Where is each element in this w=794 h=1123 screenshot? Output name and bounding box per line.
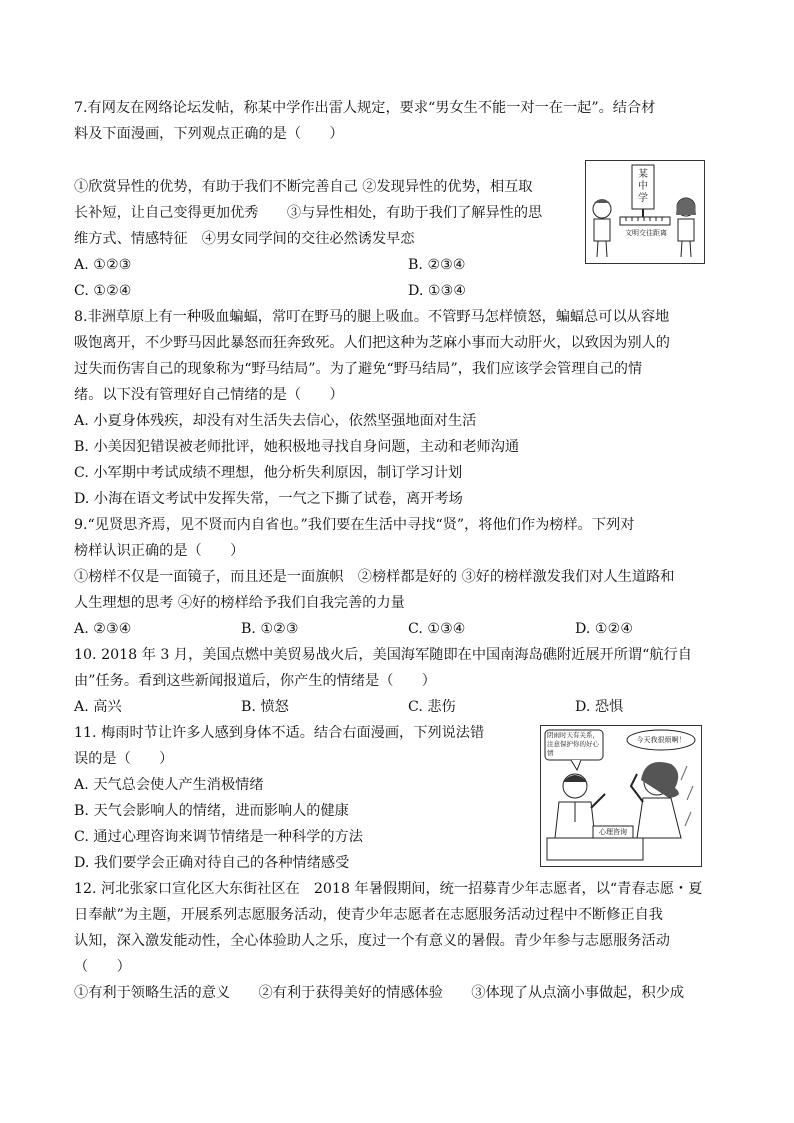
q9-statement-line-2: 人生理想的思考 ④好的榜样给予我们自我完善的力量 bbox=[74, 595, 405, 611]
q11-cartoon-desk-sign: 心理咨询 bbox=[599, 828, 627, 836]
q7-option-b: B. ②③④ bbox=[408, 257, 466, 273]
q7-stem-line-1: 7.有网友在网络论坛发帖，称某中学作出雷人规定，要求“男女生不能一对一在一起”。结合材 bbox=[74, 100, 656, 116]
q11-option-a: A. 天气总会使人产生消极情绪 bbox=[74, 777, 264, 793]
q11-stem-line-2: 误的是（ ） bbox=[74, 751, 174, 767]
q7-option-a: A. ①②③ bbox=[74, 257, 132, 273]
q7-option-d: D. ①③④ bbox=[408, 283, 467, 299]
q10-stem-line-2: 由”任务。看到这些新闻报道后，你产生的情绪是（ ） bbox=[74, 673, 436, 689]
q12-stem-line-1: 12. 河北张家口宣化区大东街社区在 2018 年暑假期间，统一招募青少年志愿者，以“青春志愿・夏 bbox=[74, 881, 703, 897]
q9-stem-line-1: 9.“见贤思齐焉，见不贤而内自省也。”我们要在生活中寻找“贤”，将他们作为榜样。下列对 bbox=[74, 517, 635, 533]
q12-stem-line-4: （ ） bbox=[74, 959, 131, 975]
q8-option-b: B. 小美因犯错误被老师批评，她积极地寻找自身问题，主动和老师沟通 bbox=[74, 439, 520, 455]
q10-option-d: D. 恐惧 bbox=[575, 699, 624, 715]
q11-option-b: B. 天气会影响人的情绪，进而影响人的健康 bbox=[74, 803, 349, 819]
q10-stem-line-1: 10. 2018 年 3 月，美国点燃中美贸易战火后，美国海军随即在中国南海岛礁附近展开所谓“航行自 bbox=[74, 647, 692, 663]
q8-stem-line-2: 吸饱离开，不少野马因此暴怒而狂奔致死。人们把这种为芝麻小事而大动肝火，以致因为别人的 bbox=[74, 335, 670, 351]
q11-option-c: C. 通过心理咨询来调节情绪是一种科学的方法 bbox=[74, 829, 363, 845]
q7-cartoon-sign: 某中学 bbox=[638, 169, 648, 204]
q7-statement-line-1: ①欣赏异性的优势，有助于我们不断完善自己 ②发现异性的优势，相互取 bbox=[74, 179, 533, 195]
q11-cartoon-bubble-right: 今天我很烦啊！ bbox=[636, 736, 686, 744]
q7-cartoon-caption: 文明交往距离 bbox=[625, 229, 667, 237]
q7-option-c: C. ①②④ bbox=[74, 283, 132, 299]
q7-statement-line-2: 长补短，让自己变得更加优秀 ③与异性相处，有助于我们了解异性的思 bbox=[74, 205, 543, 221]
q11-cartoon-bubble-left: 阴雨时天有关系，注意保护你的好心情 bbox=[547, 731, 599, 757]
q11-cartoon bbox=[540, 725, 702, 867]
q9-option-c: C. ①③④ bbox=[408, 621, 466, 637]
q7-statement-line-3: 维方式、情感特征 ④男女同学间的交往必然诱发早恋 bbox=[74, 231, 415, 247]
q12-statement-line-1: ①有利于领略生活的意义 ②有利于获得美好的情感体验 ③体现了从点滴小事做起，积少成 bbox=[74, 985, 685, 1001]
q12-stem-line-3: 认知，深入激发能动性，全心体验助人之乐，度过一个有意义的暑假。青少年参与志愿服务活动 bbox=[74, 933, 670, 949]
q10-option-a: A. 高兴 bbox=[74, 699, 122, 715]
q8-stem-line-1: 8.非洲草原上有一种吸血蝙蝠，常叮在野马的腿上吸血。不管野马怎样愤怒，蝙蝠总可以从容地 bbox=[74, 309, 670, 325]
q7-stem-line-2: 料及下面漫画，下列观点正确的是（ ） bbox=[74, 126, 344, 142]
q8-option-a: A. 小夏身体残疾，却没有对生活失去信心，依然坚强地面对生活 bbox=[74, 413, 477, 429]
q12-stem-line-2: 日奉献”为主题，开展系列志愿服务活动，使青少年志愿者在志愿服务活动过程中不断修正自我 bbox=[74, 907, 663, 923]
q8-stem-line-4: 绪。以下没有管理好自己情绪的是（ ） bbox=[74, 387, 344, 403]
q7-cartoon bbox=[585, 160, 705, 264]
q8-stem-line-3: 过失而伤害自己的现象称为“野马结局”。为了避免“野马结局”，我们应该学会管理自己的情 bbox=[74, 361, 643, 377]
q11-option-d: D. 我们要学会正确对待自己的各种情绪感受 bbox=[74, 855, 350, 871]
q10-option-b: B. 愤怒 bbox=[241, 699, 289, 715]
q11-stem-line-1: 11. 梅雨时节让许多人感到身体不适。结合右面漫画，下列说法错 bbox=[74, 725, 485, 741]
q8-option-c: C. 小军期中考试成绩不理想，他分析失利原因，制订学习计划 bbox=[74, 465, 463, 481]
q9-statement-line-1: ①榜样不仅是一面镜子，而且还是一面旗帜 ②榜样都是好的 ③好的榜样激发我们对人生道路和 bbox=[74, 569, 675, 585]
q9-option-d: D. ①②④ bbox=[575, 621, 634, 637]
q9-option-a: A. ②③④ bbox=[74, 621, 132, 637]
q8-option-d: D. 小海在语文考试中发挥失常，一气之下撕了试卷，离开考场 bbox=[74, 491, 463, 507]
q10-option-c: C. 悲伤 bbox=[408, 699, 456, 715]
q9-option-b: B. ①②③ bbox=[241, 621, 299, 637]
q9-stem-line-2: 榜样认识正确的是（ ） bbox=[74, 543, 245, 559]
